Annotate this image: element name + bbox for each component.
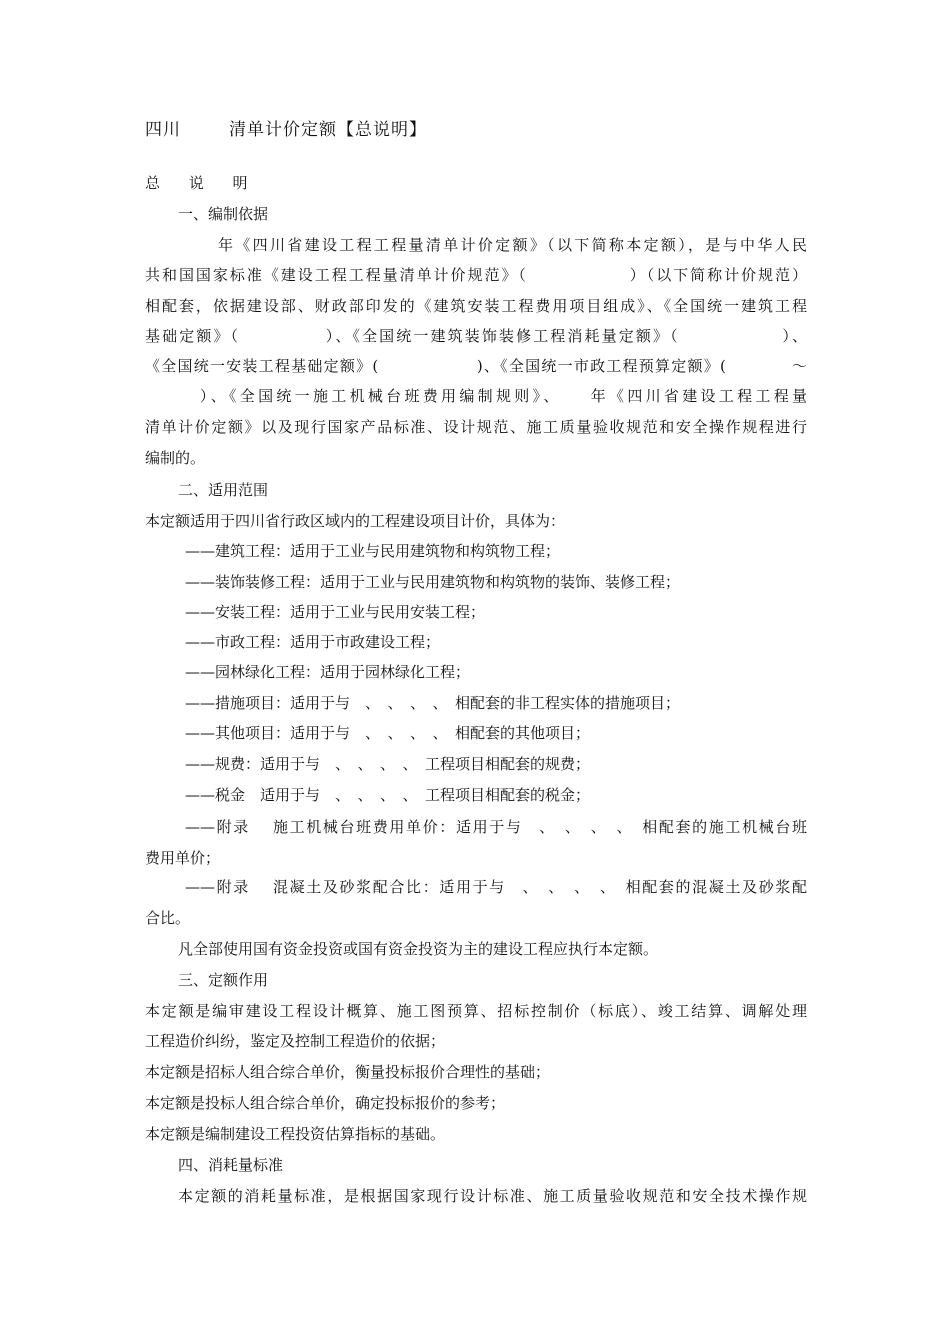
paragraph-line: 本定额是编审建设工程设计概算、施工图预算、招标控制价（标底）、竣工结算、调解处理 [145,1002,807,1020]
paragraph-line: 本定额的消耗量标准，是根据国家现行设计标准、施工质量验收规范和安全技术操作规 [178,1187,807,1205]
paragraph-line: 本定额是投标人组合综合单价，确定投标报价的参考； [145,1094,506,1112]
section-heading-1: 一、编制依据 [178,205,269,223]
paragraph-line: ）、《全国统一施工机械台班费用编制规则》、 年《四川省建设工程工程量 [145,387,807,405]
list-item: ——园林绿化工程：适用于园林绿化工程； [185,663,471,681]
paragraph-line: 共和国国家标准《建设工程工程量清单计价规范》（ ）（以下简称计价规范） [145,266,807,284]
paragraph-line: 工程造价纠纷，鉴定及控制工程造价的依据； [145,1032,446,1050]
list-item: ——安装工程：适用于工业与民用安装工程； [185,603,486,621]
list-item: ——税金 适用于与 、 、 、 、 工程项目相配套的税金； [185,786,591,804]
list-item: ——措施项目：适用于与 、 、 、 、 相配套的非工程实体的措施项目； [185,694,681,712]
list-item-continuation: 费用单价； [145,849,221,867]
list-item: ——规费：适用于与 、 、 、 、 工程项目相配套的规费； [185,755,591,773]
list-item: ——其他项目：适用于与 、 、 、 、 相配套的其他项目； [185,724,591,742]
title-part-1: 四川 [145,120,181,140]
list-item: ——附录 混凝土及砂浆配合比：适用于与 、 、 、 、 相配套的混凝土及砂浆配 [185,878,807,896]
list-item-continuation: 合比。 [145,909,191,927]
paragraph-line: 编制的。 [145,449,206,467]
section-heading-4: 四、消耗量标准 [178,1156,284,1174]
paragraph-line: 基础定额》（ ）、《全国统一建筑装饰装修工程消耗量定额》（ ）、 [145,327,807,345]
list-item: ——市政工程：适用于市政建设工程； [185,633,441,651]
paragraph-line: 清单计价定额》以及现行国家产品标准、设计规范、施工质量验收规范和安全操作规程进行 [145,418,807,436]
document-title [145,115,427,140]
paragraph-line: 本定额适用于四川省行政区域内的工程建设项目计价，具体为： [145,512,566,530]
list-item: ——附录 施工机械台班费用单价：适用于与 、 、 、 、 相配套的施工机械台班 [185,818,807,836]
paragraph-line: 《全国统一安装工程基础定额》( )、《全国统一市政工程预算定额》( ～ [145,357,807,375]
list-item: ——装饰装修工程：适用于工业与民用建筑物和构筑物的装饰、装修工程； [185,573,681,591]
paragraph-line: 本定额是招标人组合综合单价，衡量投标报价合理性的基础； [145,1063,551,1081]
paragraph-line: 年《四川省建设工程工程量清单计价定额》（以下简称本定额），是与中华人民 [218,236,807,254]
paragraph-line: 本定额是编制建设工程投资估算指标的基础。 [145,1125,446,1143]
general-heading: 总 说 明 [145,174,260,192]
section-heading-2: 二、适用范围 [178,481,269,499]
title-part-2: 清单计价定额【总说明】 [229,120,427,140]
list-item: ——建筑工程：适用于工业与民用建筑物和构筑物工程； [185,542,561,560]
paragraph-line: 凡全部使用国有资金投资或国有资金投资为主的建设工程应执行本定额。 [178,940,659,958]
paragraph-line: 相配套，依据建设部、财政部印发的《建筑安装工程费用项目组成》、《全国统一建筑工程 [145,297,807,315]
section-heading-3: 三、定额作用 [178,971,269,989]
